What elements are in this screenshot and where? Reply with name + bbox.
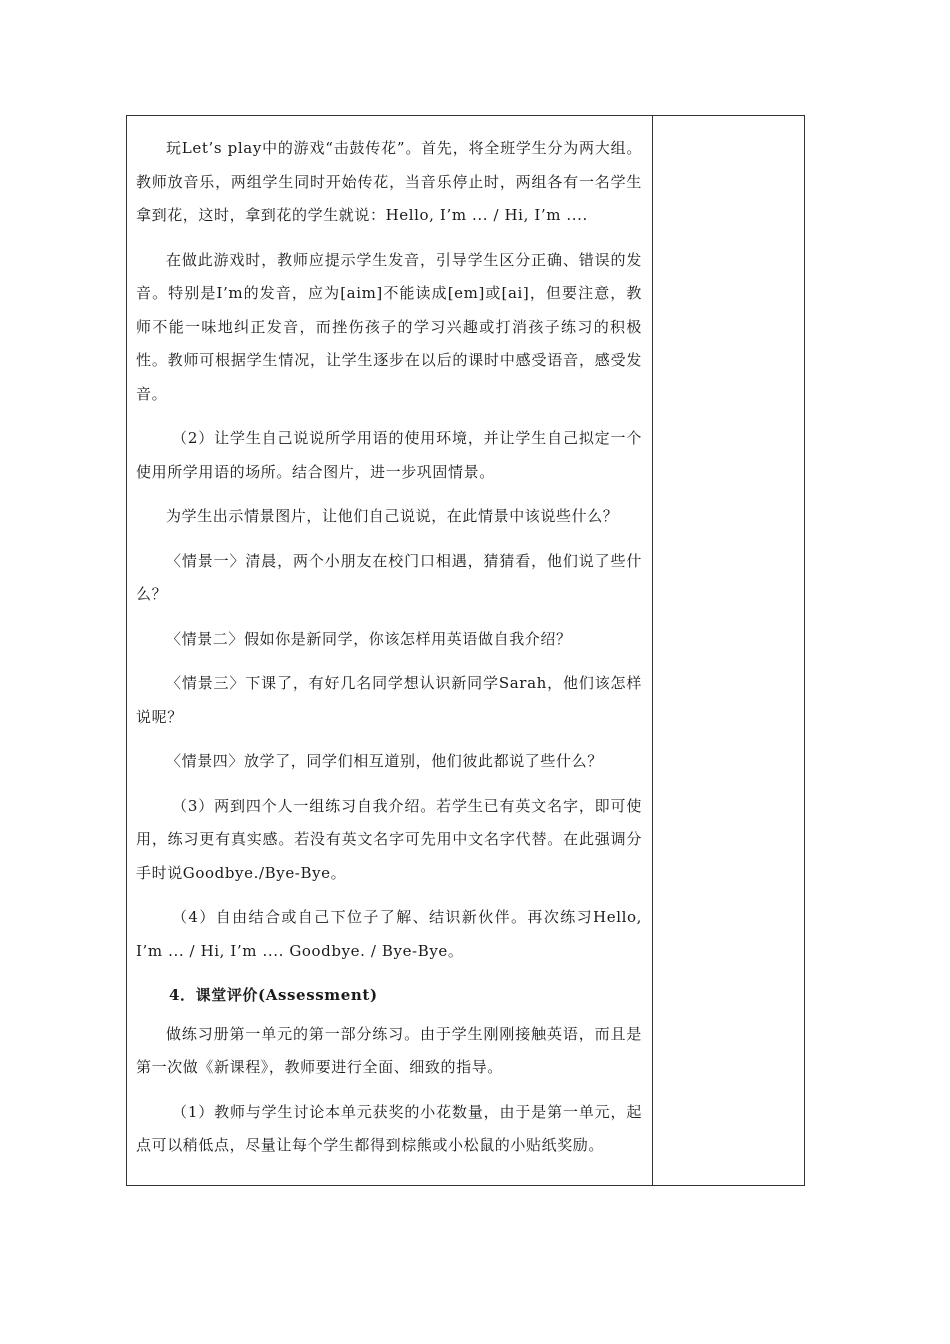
lesson-content-cell xyxy=(127,116,653,1185)
paragraph-workbook: 做练习册第一单元的第一部分练习。由于学生刚刚接触英语，而且是第一次做《新课程》，教师要进行全面、细致的指导。 xyxy=(136,1024,642,1076)
paragraph-situation-2: 〈情景二〉假如你是新同学，你该怎样用英语做自我介绍？ xyxy=(166,629,572,648)
paragraph-situation-4: 〈情景四〉放学了，同学们相互道别，他们彼此都说了些什么？ xyxy=(166,752,603,770)
paragraph-situation-3: 〈情景三〉下课了，有好几名同学想认识新同学Sarah，他们该怎样说呢？ xyxy=(136,674,642,726)
paragraph-pronunciation: 在做此游戏时，教师应提示学生发音，引导学生区分正确、错误的发音。特别是I’m的发音，应为[aim]不能读成[em]或[ai]，但要注意，教师不能一味地纠正发音，而挫伤孩子的学习兴趣或打消孩子练习的积极性。教师可根据学生情况，让学生逐步在以后的课时中感受语音，感受发音。 xyxy=(136,250,642,403)
paragraph-situation-1: 〈情景一〉清晨，两个小朋友在校门口相遇，猜猜看，他们说了些什么？ xyxy=(136,551,642,603)
paragraph-step-4: （4）自由结合或自己下位子了解、结识新伙伴。再次练习Hello, I’m ... / Hi, I’m .... Goodbye. / Bye-Bye。 xyxy=(136,908,642,960)
notes-cell xyxy=(653,116,804,1185)
section-heading-assessment: 4．课堂评价(Assessment) xyxy=(169,986,378,1004)
paragraph-step-2: （2）让学生自己说说所学用语的使用环境，并让学生自己拟定一个使用所学用语的场所。结合图片，进一步巩固情景。 xyxy=(136,429,642,481)
paragraph-game: 玩Let’s play中的游戏“击鼓传花”。首先，将全班学生分为两大组。教师放音乐，两组学生同时开始传花，当音乐停止时，两组各有一名学生拿到花，这时，拿到花的学生就说：Hello, I’m ... / Hi, I’m .... xyxy=(136,139,642,224)
paragraph-step-3: （3）两到四个人一组练习自我介绍。若学生已有英文名字，即可使用，练习更有真实感。若没有英文名字可先用中文名字代替。在此强调分手时说Goodbye./Bye-Bye。 xyxy=(136,796,642,882)
paragraph-assessment-1: （1）教师与学生讨论本单元获奖的小花数量，由于是第一单元，起点可以稍低点，尽量让每个学生都得到棕熊或小松鼠的小贴纸奖励。 xyxy=(136,1102,642,1154)
paragraph-situation-intro: 为学生出示情景图片，让他们自己说说，在此情景中该说些什么？ xyxy=(166,507,619,525)
lesson-plan-table xyxy=(126,115,805,1186)
